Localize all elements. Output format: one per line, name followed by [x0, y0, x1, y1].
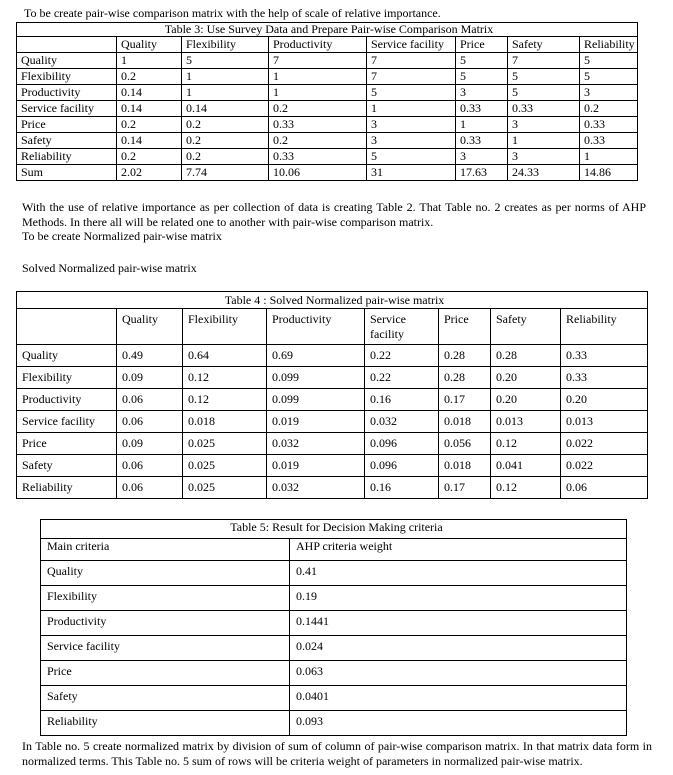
table-cell: 0.14 [182, 101, 269, 117]
table-cell: 7.74 [182, 165, 269, 181]
table-cell: 5 [182, 53, 269, 69]
table-cell: 0.1441 [290, 611, 627, 636]
table-cell: 0.041 [491, 455, 561, 477]
row-label: Service facility [17, 101, 117, 117]
table-cell: 7 [367, 69, 456, 85]
table-cell: 0.06 [561, 477, 648, 499]
table-3-header-cell: Reliability [580, 37, 638, 53]
table-cell: 0.2 [117, 69, 182, 85]
table-row [17, 85, 638, 101]
table-cell: 3 [367, 133, 456, 149]
table-cell: 2.02 [117, 165, 182, 181]
table-row [41, 686, 627, 711]
table-cell: 0.33 [561, 345, 648, 367]
table-cell: 0.20 [491, 367, 561, 389]
table-cell: 7 [508, 53, 580, 69]
row-label: Service facility [17, 411, 117, 433]
table-row [17, 117, 638, 133]
row-label: Productivity [41, 611, 290, 636]
row-label: Price [41, 661, 290, 686]
table-cell: 0.022 [561, 433, 648, 455]
table-cell: 0.22 [365, 345, 439, 367]
table-cell: 0.032 [267, 433, 365, 455]
table-cell: 0.33 [456, 133, 508, 149]
table-cell: 5 [580, 69, 638, 85]
table-cell: 0.013 [491, 411, 561, 433]
table-cell: 3 [580, 85, 638, 101]
table-row [41, 711, 627, 736]
table-cell: 0.09 [117, 433, 183, 455]
paragraph-1 [22, 200, 646, 230]
row-label: Flexibility [17, 69, 117, 85]
table-row [17, 165, 638, 181]
table-5-header-row [41, 539, 627, 561]
table-cell: 24.33 [508, 165, 580, 181]
table-cell: 0.14 [117, 101, 182, 117]
row-label: Quality [41, 561, 290, 586]
intro-line: To be create pair-wise comparison matrix with the help of scale of relative importance. [24, 6, 441, 20]
table-row [17, 477, 648, 499]
table-cell: 0.063 [290, 661, 627, 686]
table-4-header-cell: Reliability [561, 309, 648, 345]
row-label: Safety [17, 455, 117, 477]
table-cell: 5 [508, 69, 580, 85]
table-cell: 0.12 [183, 367, 267, 389]
table-cell: 5 [367, 149, 456, 165]
table-row [17, 133, 638, 149]
table-4-header-cell: Price [439, 309, 491, 345]
table-cell: 14.86 [580, 165, 638, 181]
table-cell: 5 [456, 53, 508, 69]
table-cell: 3 [508, 117, 580, 133]
table-row [17, 53, 638, 69]
paragraph-1-line3: To be create Normalized pair-wise matrix [22, 229, 222, 243]
table-3-header-cell: Service facility [367, 37, 456, 53]
table-4-caption-row [17, 292, 648, 309]
table-cell: 17.63 [456, 165, 508, 181]
table-5-caption-row [41, 520, 627, 539]
table-cell: 0.33 [269, 117, 367, 133]
table-4-header-cell: Service facility [365, 309, 439, 345]
table-cell: 0.022 [561, 455, 648, 477]
table-cell: 0.032 [267, 477, 365, 499]
table-row [17, 389, 648, 411]
row-label: Sum [17, 165, 117, 181]
table-3-caption: Table 3: Use Survey Data and Prepare Pair-wise Comparison Matrix [17, 23, 638, 37]
table-cell: 0.33 [269, 149, 367, 165]
table-cell: 0.33 [580, 117, 638, 133]
table-row [41, 611, 627, 636]
row-label: Reliability [41, 711, 290, 736]
table-cell: 0.33 [456, 101, 508, 117]
table-cell: 0.018 [439, 455, 491, 477]
table-cell: 0.19 [290, 586, 627, 611]
table-cell: 1 [182, 85, 269, 101]
row-label: Quality [17, 345, 117, 367]
table-cell: 0.032 [365, 411, 439, 433]
table-cell: 0.018 [183, 411, 267, 433]
table-4-caption: Table 4 : Solved Normalized pair-wise matrix [17, 292, 648, 309]
table-cell: 1 [182, 69, 269, 85]
paragraph-2 [22, 739, 652, 769]
table-3-header-cell: Price [456, 37, 508, 53]
row-label: Price [17, 433, 117, 455]
table-row [17, 69, 638, 85]
table-cell: 0.06 [117, 477, 183, 499]
row-label: Reliability [17, 477, 117, 499]
table-cell: 0.06 [117, 411, 183, 433]
table-cell: 0.17 [439, 389, 491, 411]
table-cell: 0.06 [117, 455, 183, 477]
table-5-header-cell: AHP criteria weight [290, 539, 627, 561]
table-4 [16, 291, 648, 499]
table-cell: 0.33 [508, 101, 580, 117]
table-cell: 0.14 [117, 85, 182, 101]
table-row [17, 411, 648, 433]
table-row [41, 636, 627, 661]
table-cell: 0.20 [561, 389, 648, 411]
table-row [41, 661, 627, 686]
table-cell: 0.16 [365, 477, 439, 499]
table-cell: 0.2 [182, 149, 269, 165]
row-label: Safety [17, 133, 117, 149]
table-cell: 3 [456, 85, 508, 101]
row-label: Productivity [17, 85, 117, 101]
table-row [17, 149, 638, 165]
table-cell: 0.2 [182, 133, 269, 149]
table-cell: 0.018 [439, 411, 491, 433]
table-cell: 0.024 [290, 636, 627, 661]
table-cell: 3 [456, 149, 508, 165]
table-row [17, 455, 648, 477]
table-row [17, 101, 638, 117]
paragraph-1-text: With the use of relative importance as per collection of data is creating Table 2. That Table no. 2 creates as per norms of AHP Methods. In there all will be related one to another with pair-wise comparison matrix. [22, 200, 646, 229]
table-cell: 10.06 [269, 165, 367, 181]
table-cell: 0.17 [439, 477, 491, 499]
table-4-header-cell [17, 309, 117, 345]
table-3-header-cell: Quality [117, 37, 182, 53]
row-label: Reliability [17, 149, 117, 165]
table-cell: 0.025 [183, 433, 267, 455]
table-row [41, 561, 627, 586]
table-cell: 1 [269, 85, 367, 101]
table-5 [40, 519, 627, 736]
table-3-header-cell: Flexibility [182, 37, 269, 53]
row-label: Productivity [17, 389, 117, 411]
table-cell: 0.28 [439, 367, 491, 389]
table-row [17, 433, 648, 455]
table-4-header-cell: Productivity [267, 309, 365, 345]
table-cell: 0.12 [183, 389, 267, 411]
table-cell: 0.06 [117, 389, 183, 411]
table-cell: 0.33 [580, 133, 638, 149]
table-cell: 0.16 [365, 389, 439, 411]
table-cell: 1 [367, 101, 456, 117]
table-cell: 0.096 [365, 455, 439, 477]
table-row [17, 367, 648, 389]
row-label: Flexibility [17, 367, 117, 389]
table-3-caption-row [17, 23, 638, 37]
table-cell: 31 [367, 165, 456, 181]
row-label: Quality [17, 53, 117, 69]
table-cell: 5 [367, 85, 456, 101]
table-cell: 1 [117, 53, 182, 69]
table-cell: 0.019 [267, 455, 365, 477]
table-3-header-cell [17, 37, 117, 53]
table-cell: 0.14 [117, 133, 182, 149]
table-cell: 0.019 [267, 411, 365, 433]
table-row [17, 345, 648, 367]
table-row [41, 586, 627, 611]
table-cell: 0.2 [117, 117, 182, 133]
table-cell: 1 [269, 69, 367, 85]
table-cell: 0.22 [365, 367, 439, 389]
table-cell: 0.12 [491, 433, 561, 455]
table-cell: 0.2 [580, 101, 638, 117]
table-cell: 0.12 [491, 477, 561, 499]
row-label: Safety [41, 686, 290, 711]
table-cell: 7 [367, 53, 456, 69]
table-cell: 0.2 [269, 101, 367, 117]
table-cell: 0.2 [117, 149, 182, 165]
table-cell: 0.025 [183, 455, 267, 477]
table-cell: 0.2 [269, 133, 367, 149]
table-cell: 1 [580, 149, 638, 165]
table-cell: 0.096 [365, 433, 439, 455]
table-cell: 0.49 [117, 345, 183, 367]
table-4-header-cell: Quality [117, 309, 183, 345]
table-cell: 0.20 [491, 389, 561, 411]
table-3-header-row [17, 37, 638, 53]
table-3 [16, 22, 638, 181]
row-label: Flexibility [41, 586, 290, 611]
table-cell: 0.28 [491, 345, 561, 367]
table-5-caption: Table 5: Result for Decision Making criteria [41, 520, 627, 539]
row-label: Service facility [41, 636, 290, 661]
table-cell: 0.093 [290, 711, 627, 736]
table-4-header-row [17, 309, 648, 345]
table-3-header-cell: Productivity [269, 37, 367, 53]
table-4-header-cell: Safety [491, 309, 561, 345]
table-cell: 0.33 [561, 367, 648, 389]
table-3-header-cell: Safety [508, 37, 580, 53]
row-label: Price [17, 117, 117, 133]
table-cell: 0.099 [267, 367, 365, 389]
table-cell: 0.2 [182, 117, 269, 133]
table-cell: 0.64 [183, 345, 267, 367]
table-5-header-cell: Main criteria [41, 539, 290, 561]
solved-label: Solved Normalized pair-wise matrix [22, 261, 197, 275]
table-cell: 0.025 [183, 477, 267, 499]
table-cell: 0.0401 [290, 686, 627, 711]
table-cell: 5 [508, 85, 580, 101]
table-cell: 0.09 [117, 367, 183, 389]
table-cell: 0.013 [561, 411, 648, 433]
table-cell: 0.28 [439, 345, 491, 367]
table-cell: 0.41 [290, 561, 627, 586]
table-cell: 3 [508, 149, 580, 165]
table-cell: 1 [508, 133, 580, 149]
table-cell: 3 [367, 117, 456, 133]
table-cell: 1 [456, 117, 508, 133]
table-cell: 0.056 [439, 433, 491, 455]
table-cell: 5 [580, 53, 638, 69]
table-cell: 0.69 [267, 345, 365, 367]
table-cell: 5 [456, 69, 508, 85]
table-4-header-cell: Flexibility [183, 309, 267, 345]
paragraph-2-text: In Table no. 5 create normalized matrix by division of sum of column of pair-wise comparison matrix. In that matrix data form in normalized terms. This Table no. 5 sum of rows will be criteria weight of parameters in normalized pair-wise matrix. [22, 739, 652, 768]
table-cell: 7 [269, 53, 367, 69]
table-cell: 0.099 [267, 389, 365, 411]
